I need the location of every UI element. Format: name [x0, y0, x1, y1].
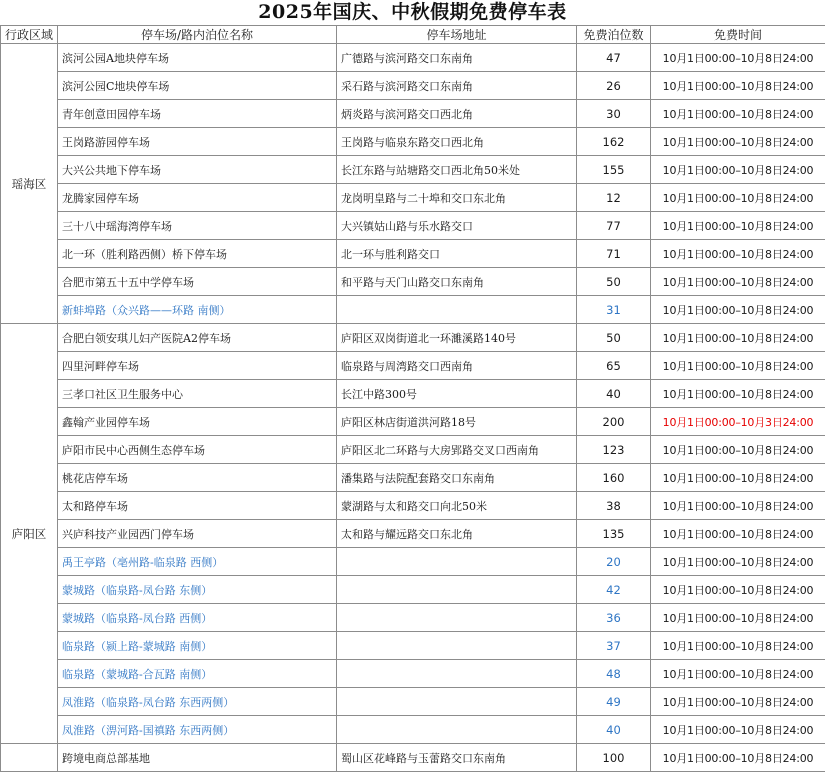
header-address: 停车场地址	[337, 26, 577, 44]
parking-name-cell: 凤淮路（淠河路-国禛路 东西两侧）	[58, 716, 337, 744]
parking-name-cell: 禹王亭路（亳州路-临泉路 西侧）	[58, 548, 337, 576]
parking-address-cell: 太和路与耀远路交口东北角	[337, 520, 577, 548]
free-spaces-cell: 48	[577, 660, 651, 688]
free-time-cell: 10月1日00:00–10月8日24:00	[651, 268, 825, 296]
parking-name-cell: 桃花店停车场	[58, 464, 337, 492]
free-spaces-cell: 162	[577, 128, 651, 156]
free-spaces-cell: 40	[577, 380, 651, 408]
parking-name-cell: 滨河公园A地块停车场	[58, 44, 337, 72]
table-header-row	[1, 26, 825, 44]
free-spaces-cell: 12	[577, 184, 651, 212]
parking-address-cell: 长江东路与站塘路交口西北角50米处	[337, 156, 577, 184]
table-row	[1, 548, 825, 576]
free-spaces-cell: 200	[577, 408, 651, 436]
free-spaces-cell: 31	[577, 296, 651, 324]
parking-address-cell: 采石路与滨河路交口东南角	[337, 72, 577, 100]
free-time-cell: 10月1日00:00–10月8日24:00	[651, 128, 825, 156]
parking-address-cell: 龙岗明皇路与二十埠和交口东北角	[337, 184, 577, 212]
parking-name-cell: 临泉路（蒙城路-合瓦路 南侧）	[58, 660, 337, 688]
free-time-cell: 10月1日00:00–10月8日24:00	[651, 352, 825, 380]
parking-name-cell: 蒙城路（临泉路-凤台路 东侧）	[58, 576, 337, 604]
parking-address-cell: 大兴镇姑山路与乐水路交口	[337, 212, 577, 240]
free-spaces-cell: 47	[577, 44, 651, 72]
free-spaces-cell: 37	[577, 632, 651, 660]
free-time-cell: 10月1日00:00–10月8日24:00	[651, 44, 825, 72]
parking-address-cell	[337, 548, 577, 576]
parking-name-cell: 合肥市第五十五中学停车场	[58, 268, 337, 296]
parking-name-cell: 大兴公共地下停车场	[58, 156, 337, 184]
free-time-cell: 10月1日00:00–10月8日24:00	[651, 744, 825, 772]
table-row	[1, 632, 825, 660]
free-spaces-cell: 155	[577, 156, 651, 184]
free-spaces-cell: 50	[577, 324, 651, 352]
free-spaces-cell: 135	[577, 520, 651, 548]
free-time-cell: 10月1日00:00–10月8日24:00	[651, 184, 825, 212]
parking-name-cell: 滨河公园C地块停车场	[58, 72, 337, 100]
table-row	[1, 576, 825, 604]
free-time-cell: 10月1日00:00–10月8日24:00	[651, 576, 825, 604]
free-time-cell: 10月1日00:00–10月3日24:00	[651, 408, 825, 436]
parking-table	[0, 25, 825, 772]
table-row	[1, 520, 825, 548]
parking-address-cell	[337, 660, 577, 688]
table-body	[1, 44, 825, 772]
free-spaces-cell: 100	[577, 744, 651, 772]
parking-address-cell: 广德路与滨河路交口东南角	[337, 44, 577, 72]
table-row	[1, 44, 825, 72]
free-time-cell: 10月1日00:00–10月8日24:00	[651, 380, 825, 408]
header-time: 免费时间	[651, 26, 825, 44]
parking-name-cell: 北一环（胜利路西侧）桥下停车场	[58, 240, 337, 268]
parking-address-cell: 庐阳区双岗街道北一环濉溪路140号	[337, 324, 577, 352]
page-title: 2025年国庆、中秋假期免费停车表	[0, 0, 825, 25]
free-time-cell: 10月1日00:00–10月8日24:00	[651, 100, 825, 128]
free-spaces-cell: 49	[577, 688, 651, 716]
free-spaces-cell: 77	[577, 212, 651, 240]
table-row	[1, 604, 825, 632]
parking-name-cell: 王岗路游园停车场	[58, 128, 337, 156]
parking-address-cell: 庐阳区林店街道洪河路18号	[337, 408, 577, 436]
parking-name-cell: 青年创意田园停车场	[58, 100, 337, 128]
table-row	[1, 492, 825, 520]
parking-address-cell	[337, 632, 577, 660]
free-time-cell: 10月1日00:00–10月8日24:00	[651, 520, 825, 548]
free-time-cell: 10月1日00:00–10月8日24:00	[651, 240, 825, 268]
parking-address-cell: 蜀山区花峰路与玉蕾路交口东南角	[337, 744, 577, 772]
parking-name-cell: 蒙城路（临泉路-凤台路 西侧）	[58, 604, 337, 632]
district-cell	[1, 744, 58, 772]
parking-name-cell: 鑫翰产业园停车场	[58, 408, 337, 436]
table-row	[1, 296, 825, 324]
free-time-cell: 10月1日00:00–10月8日24:00	[651, 548, 825, 576]
parking-address-cell: 炳炎路与滨河路交口西北角	[337, 100, 577, 128]
free-spaces-cell: 160	[577, 464, 651, 492]
parking-name-cell: 合肥白领安琪儿妇产医院A2停车场	[58, 324, 337, 352]
parking-address-cell: 和平路与天门山路交口东南角	[337, 268, 577, 296]
table-row	[1, 128, 825, 156]
table-row	[1, 660, 825, 688]
table-row	[1, 352, 825, 380]
table-row	[1, 688, 825, 716]
table-row	[1, 408, 825, 436]
parking-address-cell: 蒙湖路与太和路交口向北50米	[337, 492, 577, 520]
free-spaces-cell: 50	[577, 268, 651, 296]
parking-name-cell: 新蚌埠路（众兴路——环路 南侧）	[58, 296, 337, 324]
table-row	[1, 100, 825, 128]
free-time-cell: 10月1日00:00–10月8日24:00	[651, 492, 825, 520]
free-time-cell: 10月1日00:00–10月8日24:00	[651, 436, 825, 464]
parking-address-cell: 北一环与胜利路交口	[337, 240, 577, 268]
free-time-cell: 10月1日00:00–10月8日24:00	[651, 660, 825, 688]
parking-address-cell	[337, 576, 577, 604]
parking-name-cell: 三孝口社区卫生服务中心	[58, 380, 337, 408]
parking-name-cell: 四里河畔停车场	[58, 352, 337, 380]
table-row	[1, 744, 825, 772]
parking-address-cell	[337, 688, 577, 716]
free-time-cell: 10月1日00:00–10月8日24:00	[651, 716, 825, 744]
free-spaces-cell: 40	[577, 716, 651, 744]
parking-address-cell: 潘集路与法院配套路交口东南角	[337, 464, 577, 492]
table-row	[1, 72, 825, 100]
free-time-cell: 10月1日00:00–10月8日24:00	[651, 212, 825, 240]
parking-address-cell: 临泉路与周湾路交口西南角	[337, 352, 577, 380]
parking-name-cell: 临泉路（颍上路-蒙城路 南侧）	[58, 632, 337, 660]
free-spaces-cell: 71	[577, 240, 651, 268]
free-time-cell: 10月1日00:00–10月8日24:00	[651, 296, 825, 324]
free-time-cell: 10月1日00:00–10月8日24:00	[651, 324, 825, 352]
header-district: 行政区域	[1, 26, 58, 44]
parking-name-cell: 兴庐科技产业园西门停车场	[58, 520, 337, 548]
district-cell: 瑶海区	[1, 44, 58, 324]
district-cell: 庐阳区	[1, 324, 58, 744]
parking-name-cell: 三十八中瑶海湾停车场	[58, 212, 337, 240]
parking-address-cell	[337, 716, 577, 744]
header-name: 停车场/路内泊位名称	[58, 26, 337, 44]
free-spaces-cell: 26	[577, 72, 651, 100]
parking-address-cell	[337, 604, 577, 632]
table-row	[1, 268, 825, 296]
parking-name-cell: 跨境电商总部基地	[58, 744, 337, 772]
free-spaces-cell: 42	[577, 576, 651, 604]
parking-name-cell: 龙腾家园停车场	[58, 184, 337, 212]
table-row	[1, 324, 825, 352]
table-row	[1, 716, 825, 744]
free-spaces-cell: 30	[577, 100, 651, 128]
table-row	[1, 184, 825, 212]
table-row	[1, 380, 825, 408]
table-row	[1, 156, 825, 184]
parking-name-cell: 太和路停车场	[58, 492, 337, 520]
parking-name-cell: 凤淮路（临泉路-凤台路 东西两侧）	[58, 688, 337, 716]
table-row	[1, 464, 825, 492]
free-time-cell: 10月1日00:00–10月8日24:00	[651, 464, 825, 492]
free-time-cell: 10月1日00:00–10月8日24:00	[651, 688, 825, 716]
free-spaces-cell: 65	[577, 352, 651, 380]
parking-address-cell: 王岗路与临泉东路交口西北角	[337, 128, 577, 156]
free-spaces-cell: 20	[577, 548, 651, 576]
parking-name-cell: 庐阳市民中心西侧生态停车场	[58, 436, 337, 464]
parking-address-cell	[337, 296, 577, 324]
table-row	[1, 436, 825, 464]
header-count: 免费泊位数	[577, 26, 651, 44]
free-time-cell: 10月1日00:00–10月8日24:00	[651, 72, 825, 100]
table-row	[1, 212, 825, 240]
free-spaces-cell: 38	[577, 492, 651, 520]
table-row	[1, 240, 825, 268]
parking-address-cell: 长江中路300号	[337, 380, 577, 408]
free-time-cell: 10月1日00:00–10月8日24:00	[651, 632, 825, 660]
free-time-cell: 10月1日00:00–10月8日24:00	[651, 604, 825, 632]
parking-address-cell: 庐阳区北二环路与大房郢路交叉口西南角	[337, 436, 577, 464]
free-spaces-cell: 123	[577, 436, 651, 464]
free-spaces-cell: 36	[577, 604, 651, 632]
free-time-cell: 10月1日00:00–10月8日24:00	[651, 156, 825, 184]
